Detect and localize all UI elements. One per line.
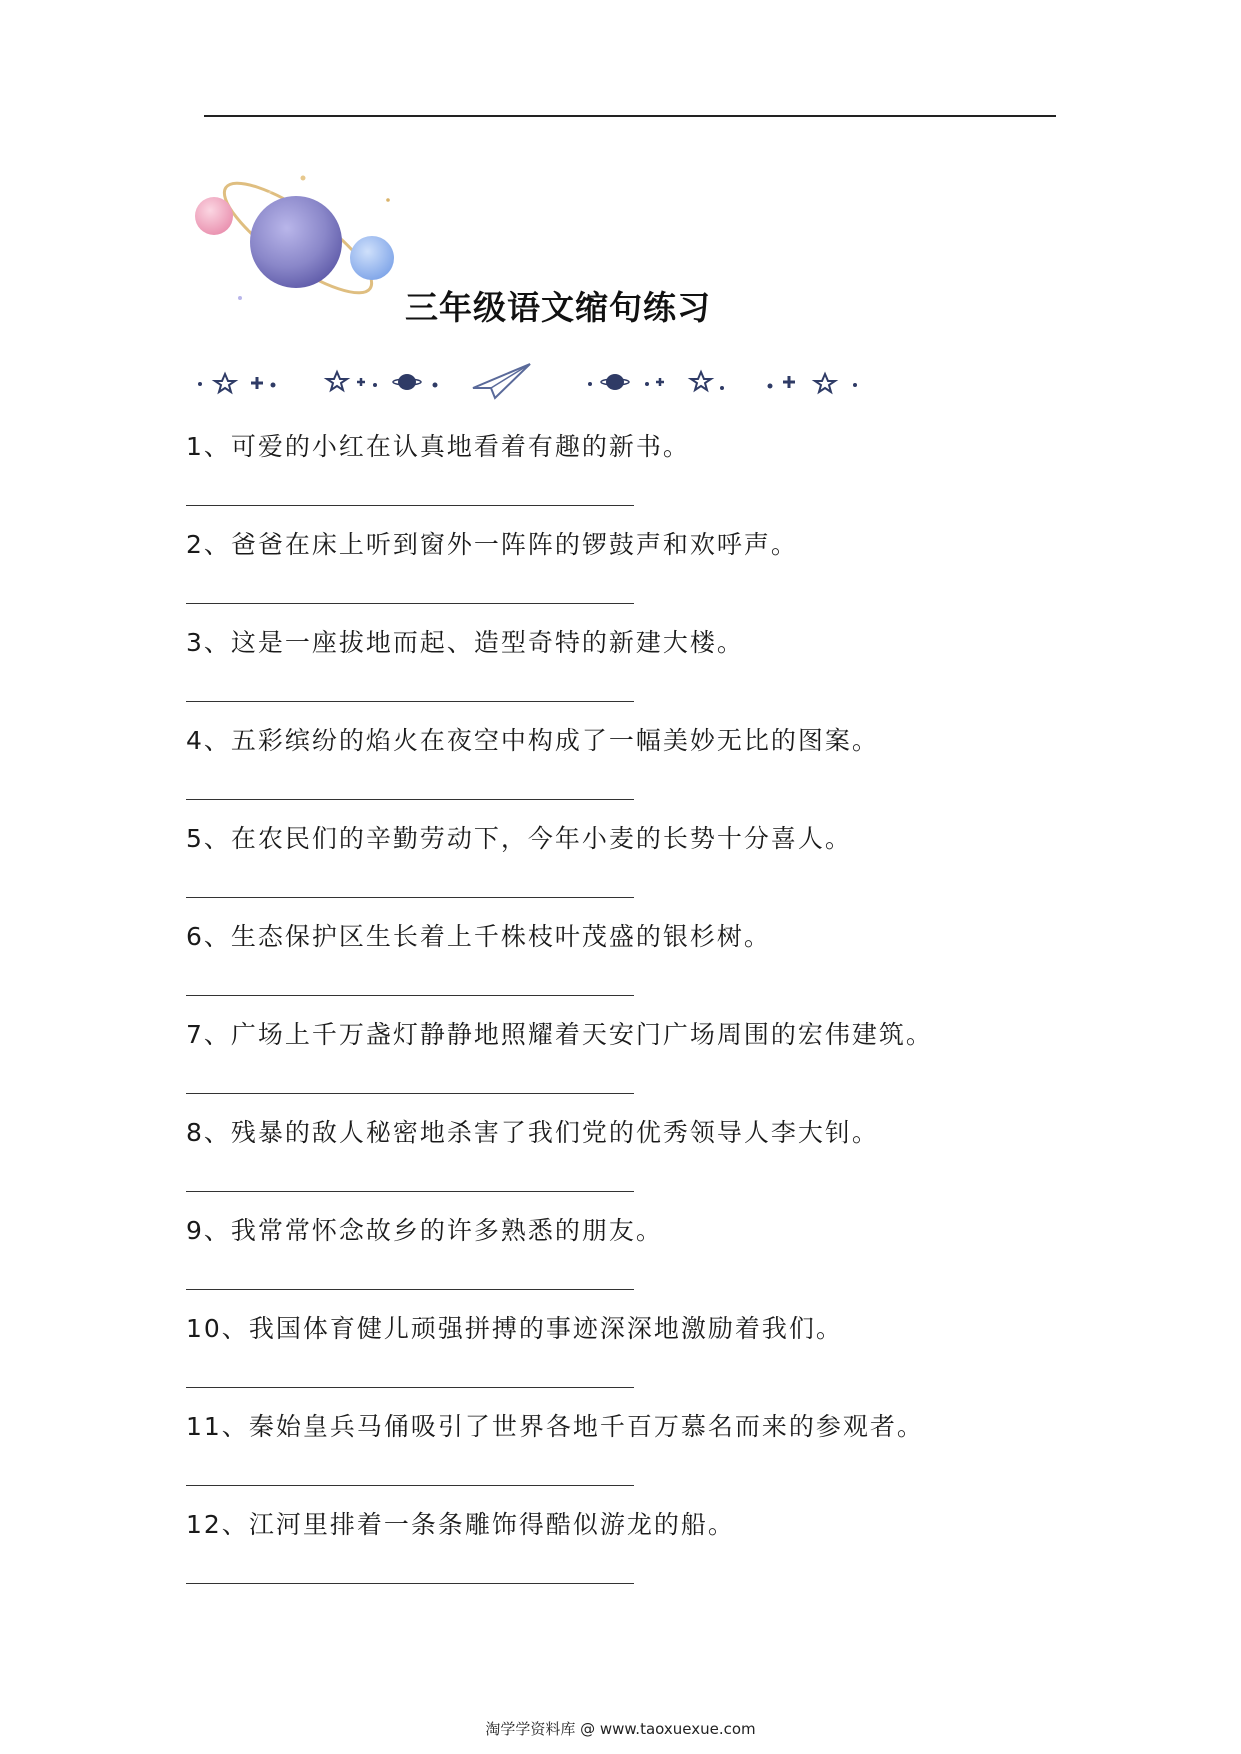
question-number: 11、 [186, 1412, 249, 1441]
top-rule [204, 115, 1056, 117]
question-item [186, 1008, 1086, 1106]
footer-watermark: 淘学学资料库 @ www.taoxuexue.com [485, 1720, 756, 1738]
answer-line[interactable] [186, 1485, 634, 1486]
question-number: 7、 [186, 1020, 231, 1049]
question-item [186, 714, 1086, 812]
question-text [186, 917, 771, 953]
question-sentence: 爸爸在床上听到窗外一阵阵的锣鼓声和欢呼声。 [230, 530, 798, 559]
question-item [186, 1204, 1086, 1302]
question-item [186, 420, 1086, 518]
question-number: 5、 [186, 824, 231, 853]
question-item [186, 910, 1086, 1008]
answer-line[interactable] [186, 1289, 634, 1290]
question-sentence: 秦始皇兵马俑吸引了世界各地千百万慕名而来的参观者。 [248, 1412, 924, 1441]
question-number: 3、 [186, 628, 231, 657]
answer-line[interactable] [186, 1093, 634, 1094]
question-number: 8、 [186, 1118, 231, 1147]
question-item [186, 812, 1086, 910]
question-item [186, 616, 1086, 714]
question-number: 9、 [186, 1216, 231, 1245]
answer-line[interactable] [186, 505, 634, 506]
question-sentence: 我常常怀念故乡的许多熟悉的朋友。 [230, 1216, 663, 1245]
answer-line[interactable] [186, 1583, 634, 1584]
question-number: 6、 [186, 922, 231, 951]
answer-line[interactable] [186, 701, 634, 702]
page-title: 三年级语文缩句练习 [405, 288, 711, 327]
question-item [186, 518, 1086, 616]
question-text [186, 1309, 843, 1345]
answer-line[interactable] [186, 799, 634, 800]
question-sentence: 广场上千万盏灯静静地照耀着天安门广场周围的宏伟建筑。 [230, 1020, 933, 1049]
question-text [186, 525, 798, 561]
question-text [186, 1015, 933, 1051]
question-sentence: 残暴的敌人秘密地杀害了我们党的优秀领导人李大钊。 [230, 1118, 879, 1147]
answer-line[interactable] [186, 1387, 634, 1388]
question-number: 2、 [186, 530, 231, 559]
question-item [186, 1498, 1086, 1596]
question-sentence: 在农民们的辛勤劳动下，今年小麦的长势十分喜人。 [230, 824, 852, 853]
question-text [186, 1211, 663, 1247]
answer-line[interactable] [186, 995, 634, 996]
question-item [186, 1106, 1086, 1204]
question-text [186, 1505, 735, 1541]
question-sentence: 我国体育健儿顽强拼搏的事迹深深地激励着我们。 [248, 1314, 843, 1343]
answer-line[interactable] [186, 1191, 634, 1192]
question-text [186, 623, 744, 659]
question-item [186, 1400, 1086, 1498]
answer-line[interactable] [186, 603, 634, 604]
question-number: 12、 [186, 1510, 249, 1539]
planets-illustration-icon [188, 160, 418, 310]
question-text [186, 819, 852, 855]
question-list [186, 420, 1086, 1596]
question-sentence: 江河里排着一条条雕饰得酷似游龙的船。 [248, 1510, 735, 1539]
question-text [186, 721, 879, 757]
question-sentence: 可爱的小红在认真地看着有趣的新书。 [230, 432, 690, 461]
stars-moon-plane-divider-icon [195, 358, 885, 404]
question-number: 10、 [186, 1314, 249, 1343]
question-text [186, 427, 690, 463]
question-number: 1、 [186, 432, 231, 461]
question-number: 4、 [186, 726, 231, 755]
question-text [186, 1407, 924, 1443]
question-item [186, 1302, 1086, 1400]
question-sentence: 这是一座拔地而起、造型奇特的新建大楼。 [230, 628, 744, 657]
question-text [186, 1113, 879, 1149]
answer-line[interactable] [186, 897, 634, 898]
question-sentence: 五彩缤纷的焰火在夜空中构成了一幅美妙无比的图案。 [230, 726, 879, 755]
question-sentence: 生态保护区生长着上千株枝叶茂盛的银杉树。 [230, 922, 771, 951]
